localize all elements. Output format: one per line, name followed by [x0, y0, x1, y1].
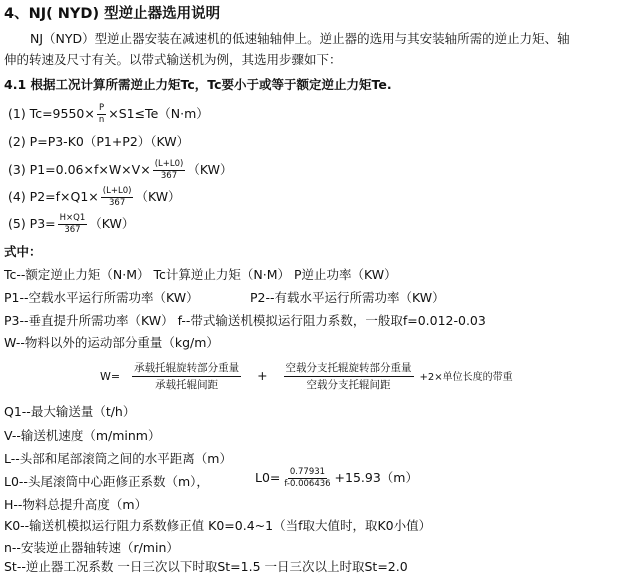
formula-3-tail: （KW）	[187, 162, 233, 177]
def-q1: Q1--最大输送量（t/h）	[4, 404, 136, 419]
formula-2: (2) P=P3-K0（P1+P2）（KW）	[8, 134, 190, 149]
l0-formula-tail: +15.93（m）	[334, 470, 418, 485]
formula-5-numerator: H×Q1	[59, 213, 86, 223]
formula-4-fraction	[101, 187, 134, 208]
l0-numerator: 0.77931	[289, 467, 326, 477]
w-plus: +	[257, 368, 268, 383]
w-fraction-2-denominator: 空载分支托辊间距	[306, 379, 391, 391]
formula-5-denominator: 367	[64, 225, 81, 235]
formula-3-lhs: (3) P1=0.06×f×W×V×	[8, 162, 151, 177]
formula-1-fraction	[97, 104, 106, 125]
formula-4-numerator: (L+L0)	[102, 186, 132, 196]
w-fraction-1-numerator: 承载托辊旋转部分重量	[132, 361, 241, 377]
w-fraction-2	[284, 361, 414, 392]
formula-4	[8, 187, 181, 208]
def-n: n--安装逆止器轴转速（r/min）	[4, 540, 179, 555]
formula-1-lhs: (1) Tc=9550×	[8, 106, 95, 121]
formula-5	[8, 214, 134, 235]
intro-line-2: 伸的转速及尺寸有关。以带式输送机为例，其选用步骤如下：	[4, 52, 342, 67]
w-formula	[100, 361, 513, 392]
def-l0: L0--头尾滚筒中心距修正系数（m），	[4, 474, 209, 489]
formula-4-lhs: (4) P2=f×Q1×	[8, 189, 99, 204]
def-p3: P3--垂直提升所需功率（KW） f--带式输送机模拟运行阻力系数，一般取f=0.012-0.03	[4, 313, 486, 328]
def-st: St--逆止器工况系数 一日三次以下时取St=1.5 一日三次以上时取St=2.0	[4, 559, 408, 574]
def-l: L--头部和尾部滚筒之间的水平距离（m）	[4, 451, 232, 466]
formula-5-lhs: (5) P3=	[8, 216, 56, 231]
def-v: V--输送机速度（m/minm）	[4, 428, 161, 443]
def-tc: Tc--额定逆止力矩（N·M） Tc计算逆止力矩（N·M） P逆止功率（KW）	[4, 267, 397, 282]
intro-line-1: NJ（NYD）型逆止器安装在减速机的低速轴轴伸上。逆止器的选用与其安装轴所需的逆止力矩、轴	[30, 31, 570, 46]
formula-4-tail: （KW）	[135, 189, 181, 204]
w-formula-lhs: W=	[100, 370, 121, 383]
l0-fraction	[282, 468, 332, 489]
page-title: 4、NJ( NYD) 型逆止器选用说明	[4, 6, 221, 22]
formula-1	[8, 104, 209, 125]
l0-formula-lhs: L0=	[255, 470, 281, 485]
formula-3-numerator: (L+L0)	[154, 159, 184, 169]
formula-1-tail: ×S1≤Te（N·m）	[108, 106, 209, 121]
l0-denominator: f-0.006436	[284, 479, 331, 489]
l0-formula	[255, 468, 418, 489]
formula-1-numerator: P	[98, 103, 105, 113]
step-heading: 4.1 根据工况计算所需逆止力矩Tc，Tc要小于或等于额定逆止力矩Te.	[4, 77, 392, 92]
def-p1: P1--空载水平运行所需功率（KW）	[4, 290, 199, 305]
formula-3	[8, 160, 232, 181]
where-label: 式中：	[4, 244, 42, 259]
formula-5-fraction	[58, 214, 88, 235]
formula-1-denominator: n	[98, 115, 105, 125]
formula-3-denominator: 367	[160, 171, 178, 181]
def-k0: K0--输送机模拟运行阻力系数修正值 K0=0.4~1（当f取大值时，取K0小值）	[4, 518, 432, 533]
w-fraction-2-numerator: 空载分支托辊旋转部分重量	[284, 361, 414, 377]
formula-4-denominator: 367	[109, 198, 126, 208]
w-formula-tail: +2×单位长度的带重	[419, 372, 513, 383]
formula-5-tail: （KW）	[89, 216, 135, 231]
w-fraction-1	[132, 361, 241, 392]
w-fraction-1-denominator: 承载托辊间距	[155, 379, 219, 391]
def-h: H--物料总提升高度（m）	[4, 497, 148, 512]
def-p2: P2--有载水平运行所需功率（KW）	[250, 290, 445, 305]
def-w: W--物料以外的运动部分重量（kg/m）	[4, 335, 219, 350]
formula-3-fraction	[153, 160, 186, 181]
